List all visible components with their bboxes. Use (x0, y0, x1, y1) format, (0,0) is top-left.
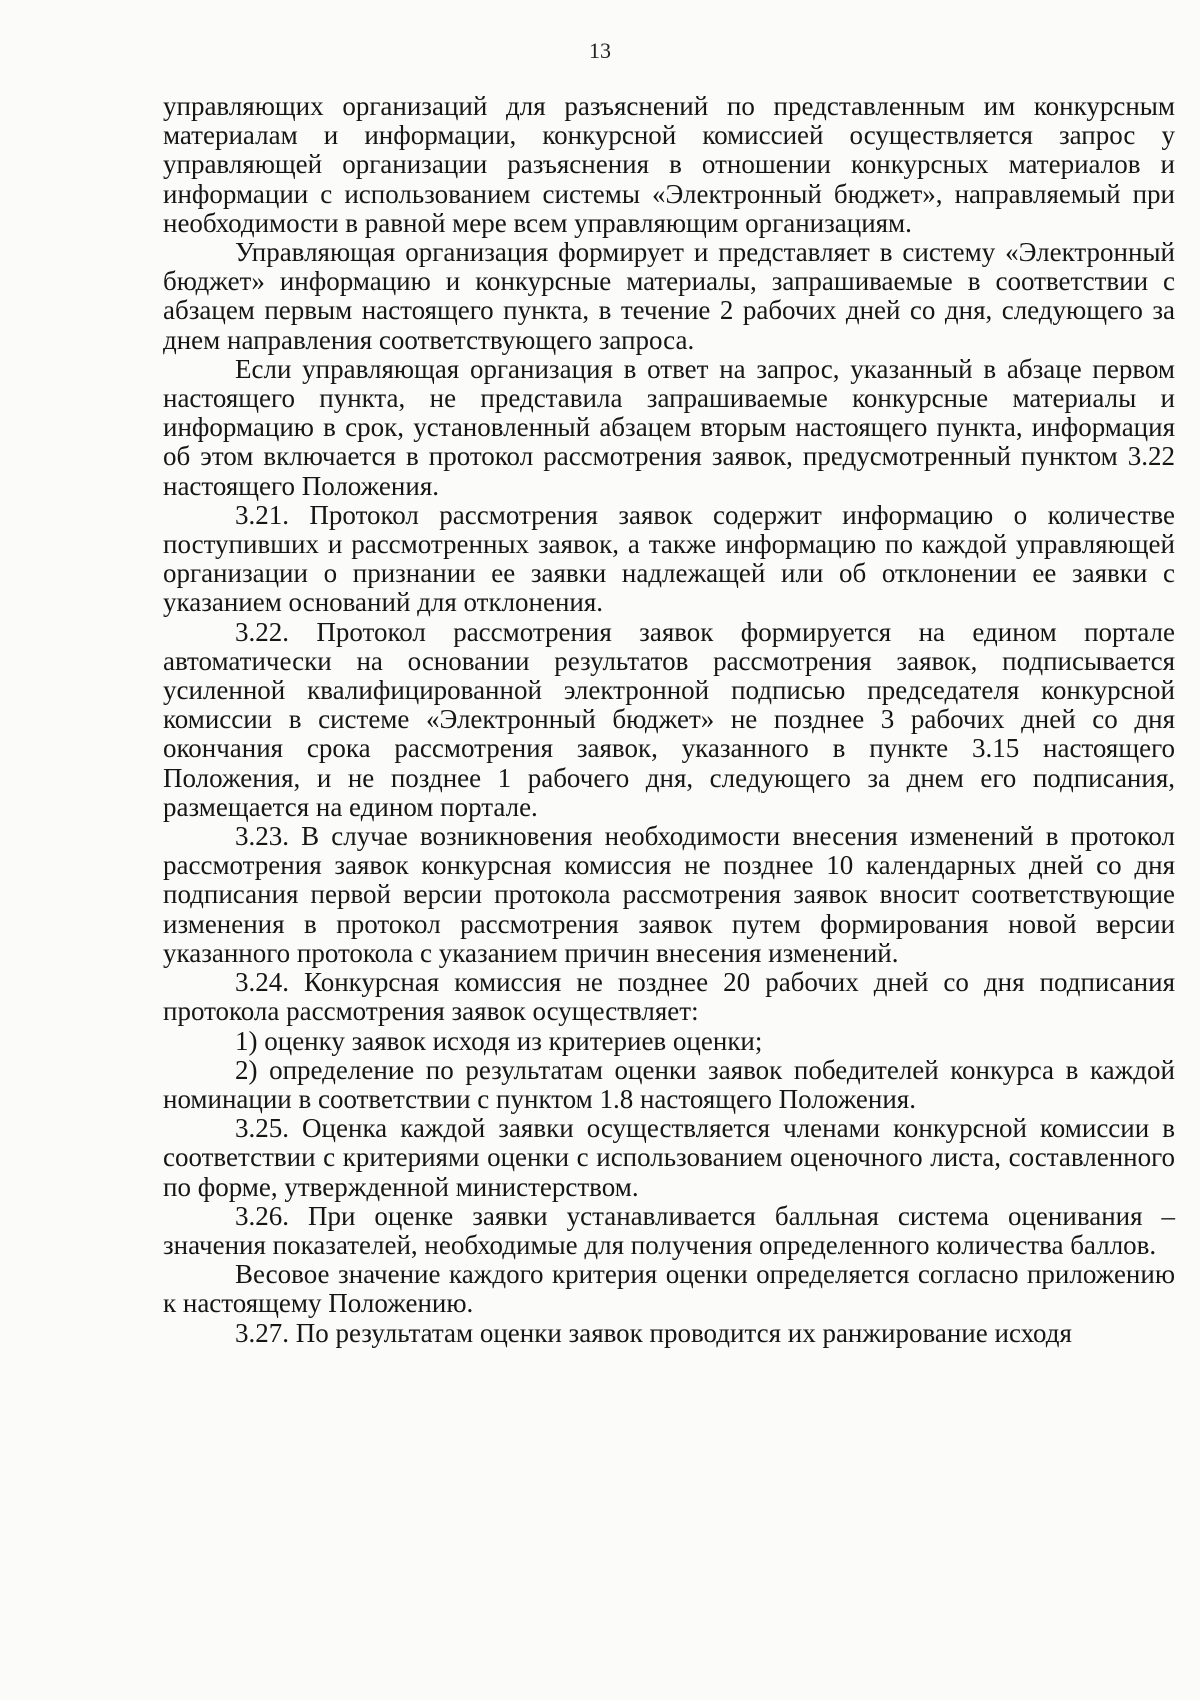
page-number: 13 (589, 38, 611, 63)
paragraph: Управляющая организация формирует и представляет в систему «Электронный бюджет» информацию и конкурсные материалы, запрашиваемые в соответствии с абзацем первым настоящего пункта, в течение 2 рабочих дней со дня, следующего за днем направления соответствующего запроса. (163, 237, 1175, 355)
paragraph-3-22: 3.22. Протокол рассмотрения заявок формируется на едином портале автоматически на основании результатов рассмотрения заявок, подписывается усиленной квалифицированной электронной подписью председателя конкурсной комиссии в системе «Электронный бюджет» не позднее 3 рабочих дней со дня окончания срока рассмотрения заявок, указанного в пункте 3.15 настоящего Положения, и не позднее 1 рабочего дня, следующего за днем его подписания, размещается на едином портале. (163, 616, 1175, 822)
paragraph-3-21: 3.21. Протокол рассмотрения заявок содержит информацию о количестве поступивших и рассмотренных заявок, а также информацию по каждой управляющей организации о признании ее заявки надлежащей или об отклонении ее заявки с указанием оснований для отклонения. (163, 499, 1175, 618)
paragraph-3-24: 3.24. Конкурсная комиссия не позднее 20 рабочих дней со дня подписания протокола рассмотрения заявок осуществляет: (163, 967, 1175, 1027)
list-item: 2) определение по результатам оценки заявок победителей конкурса в каждой номинации в соответствии с пунктом 1.8 настоящего Положения. (163, 1054, 1175, 1114)
list-item: 1) оценку заявок исходя из критериев оценки; (235, 1025, 763, 1056)
paragraph: Весовое значение каждого критерия оценки определяется согласно приложению к настоящему Положению. (163, 1259, 1175, 1319)
paragraph: Если управляющая организация в ответ на запрос, указанный в абзаце первом настоящего пункта, не представила запрашиваемые конкурсные материалы и информацию в срок, установленный абзацем вторым настоящего пункта, информация об этом включается в протокол рассмотрения заявок, предусмотренный пунктом 3.22 настоящего Положения. (163, 353, 1175, 501)
paragraph-3-27: 3.27. По результатам оценки заявок проводится их ранжирование исходя (235, 1317, 1072, 1348)
paragraph-3-25: 3.25. Оценка каждой заявки осуществляется членами конкурсной комиссии в соответствии с критериями оценки с использованием оценочного листа, составленного по форме, утвержденной министерством. (163, 1113, 1175, 1202)
paragraph-3-26: 3.26. При оценке заявки устанавливается балльная система оценивания – значения показателей, необходимые для получения определенного количества баллов. (163, 1200, 1175, 1260)
paragraph-3-23: 3.23. В случае возникновения необходимости внесения изменений в протокол рассмотрения заявок конкурсная комиссия не позднее 10 календарных дней со дня подписания первой версии протокола рассмотрения заявок вносит соответствующие изменения в протокол рассмотрения заявок путем формирования новой версии указанного протокола с указанием причин внесения изменений. (163, 821, 1175, 968)
paragraph: управляющих организаций для разъяснений по представленным им конкурсным материалам и информации, конкурсной комиссией осуществляется запрос у управляющей организации разъяснения в отношении конкурсных материалов и информации с использованием системы «Электронный бюджет», направляемый при необходимости в равной мере всем управляющим организациям. (163, 91, 1175, 238)
document-body (163, 92, 1175, 1348)
